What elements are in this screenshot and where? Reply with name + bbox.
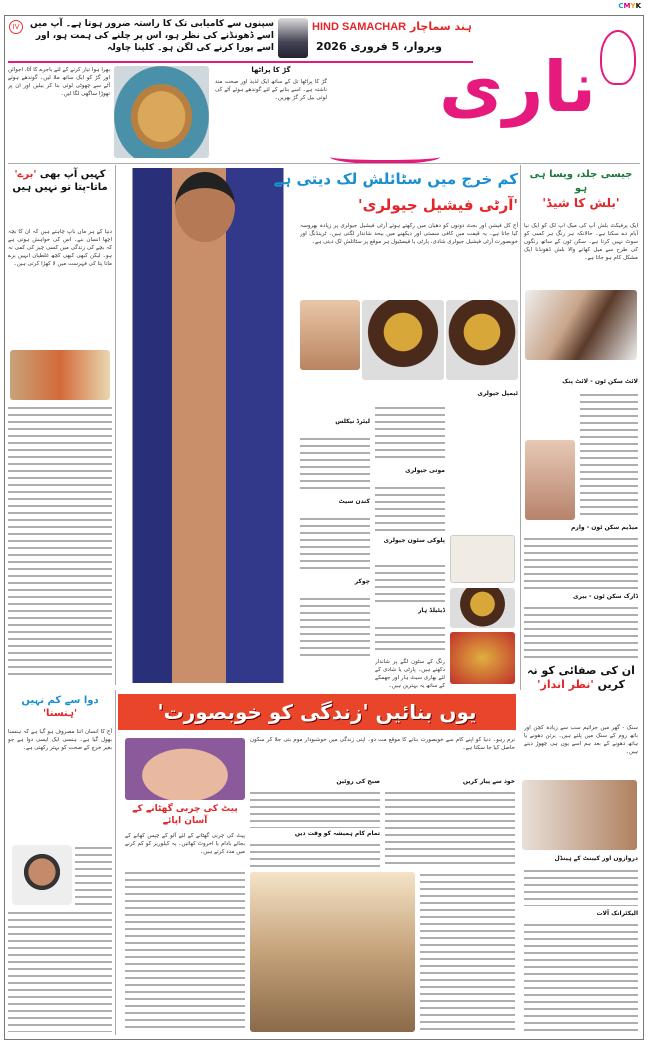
laughter-body-side	[75, 845, 112, 905]
jewelry-body-col1a	[300, 436, 370, 494]
page-number: IV	[9, 20, 23, 34]
headline-part1: کہیں آپ بھی	[39, 169, 106, 180]
laughter-headline-highlight: 'ہنسنا'	[42, 708, 78, 719]
jewelry-body-col2a	[375, 405, 445, 463]
laughing-woman-image	[12, 845, 72, 905]
subhead-choker: چوکر	[354, 578, 370, 585]
column-divider	[115, 165, 116, 685]
jewelry-headline-2: 'آرٹی فیشیل جیولری'	[358, 196, 518, 214]
life-intro: نرم رہو۔ دنیا کو اپنے کام سے خوبصورت بنانے کا موقع مت دو۔ اپنی زندگی میں خوشبودار موم بتی جلا کر سکون حاصل کیا جا سکتا ہے۔	[250, 737, 515, 751]
subhead-temple: ٹیمپل جیولری	[477, 390, 518, 397]
life-body-3	[385, 790, 515, 868]
cleaning-headline-highlight: 'نظر انداز'	[537, 678, 594, 691]
jewelry-intro: آج کل فیشن اور بجٹ دونوں کو دھیان میں رکھتے ہوئے آرٹی فیشیل جیولری پر زیادہ بھروسہ کیا جاتا ہے۔ یہ قیمت میں کافی سستی اور دیکھنے میں بیحد شاندار لگتی ہیں۔ ٹرینڈنگ اور خوبصورت آرٹی فیشیل جیولری شادی، پارٹی یا فیسٹیول ہر موقع پر سٹائلش لک دیتی ہے۔	[300, 223, 518, 245]
jewelry-body-end: رنگ کے سٹون لگے پر شاندار دکھتے ہیں۔ پارٹی یا شادی کے لئے بھاری سیٹ ہار اور جھمکے کے ساتھ یہ بہترین ہیں۔	[375, 659, 445, 689]
subhead-layered: لیئرڈ نیکلس	[335, 418, 370, 425]
parenting-headline	[8, 168, 112, 194]
subhead-kundan: کندن سیٹ	[338, 498, 370, 505]
cleaning-headline-1: ان کی صفائی کو نہ	[527, 664, 635, 677]
saree-model-image	[118, 168, 298, 683]
model-head	[175, 172, 235, 242]
recipe-title: گڑ کا پراٹھا	[251, 66, 291, 74]
subhead-light-pink: لائٹ سکن ٹون - لائٹ پنک	[562, 378, 638, 385]
life-body-1	[250, 790, 380, 828]
blush-headline-1: جیسی جلد، ویسا ہی ہو	[529, 169, 633, 194]
family-image	[10, 350, 110, 400]
jewelry-body-col1c	[300, 596, 370, 660]
gold-necklace-image	[450, 632, 515, 684]
brand-urdu: ہند سماچار	[409, 20, 472, 33]
quote-author-photo	[278, 18, 308, 58]
jewelry-body-col2c	[375, 563, 445, 603]
logo-swoosh	[330, 150, 440, 164]
choker-image	[450, 588, 515, 628]
jewelry-body-col2b	[375, 485, 445, 533]
life-beautiful-banner: یوں بنائیں 'زندگی کو خوبصورت'	[118, 694, 516, 730]
blush-headline-2: 'بلش کا شیڈ'	[542, 196, 620, 210]
cmyk-c: C	[618, 2, 624, 10]
cleaning-headline	[522, 664, 640, 692]
section-logo: ناری	[438, 46, 596, 128]
issue-date: ویروار، 5 فروری 2026	[316, 40, 443, 53]
belly-fat-body-continued	[125, 870, 245, 1033]
belly-fat-body: پیٹ کی چربی گھٹانے کے لئے آلو کے چپس کھانے کے بجائے بادام یا اخروٹ کھائیں۔ یہ کیلوریز کو کم کرنے میں مدد کرتے ہیں۔	[125, 833, 245, 855]
subhead-detailed: ڈیٹیلڈ ہار	[417, 607, 445, 614]
belly-fat-image	[125, 738, 245, 800]
kundan-set-image	[362, 300, 444, 380]
subhead-handles: دروازوں اور کیبنٹ کے ہینڈل	[554, 855, 638, 862]
cleaning-body-3	[524, 922, 638, 1032]
necklace-set-image	[446, 300, 518, 380]
brand-latin: HIND SAMACHAR	[312, 21, 407, 33]
lipstick-image	[525, 440, 575, 520]
subhead-self-love: خود سے پیار کریں	[462, 778, 515, 785]
subhead-electronics: الیکٹرانک آلات	[596, 910, 638, 917]
headline-part2: ماتا-پتا تو نہیں ہیں	[12, 182, 108, 193]
subhead-time: تمام کام ہمیشہ کو وقت دیں	[294, 830, 380, 837]
belly-fat-caption: پیٹ کی چربی گھٹانے کے آسان اپائے	[132, 804, 238, 826]
door-handle-image	[522, 780, 637, 850]
laughter-headline-1: دوا سے کم نہیں	[21, 695, 99, 706]
earring-image	[300, 300, 360, 370]
cleaning-body-2	[524, 868, 638, 906]
parenting-body-continued	[8, 405, 112, 680]
blush-headline	[522, 168, 640, 212]
cleaning-body: سنک - گھر میں جراثیم سب سے زیادہ کچن اور باتھ روم کے سنک میں پلتے ہیں۔ برتن دھونے یا ہاتھ دھونے کے بعد ہم اسے یوں ہی چھوڑ دیتے ہیں۔	[524, 725, 638, 755]
headline-highlight: 'برے'	[14, 169, 37, 180]
recipe-text-right: گڑ کا پراٹھا تل کے ساتھ ایک لذیذ اور صحت مند ناشتہ ہے۔ اسے بنانے کے لئے گوندھے ہوئے آٹے کی لوئی بیل کر گڑ بھریں۔	[215, 79, 327, 101]
subhead-morning: صبح کی روٹین	[336, 778, 380, 785]
subhead-dark: ڈارک سکن ٹون - بیری	[572, 593, 638, 600]
jewelry-headline-1: کم خرج میں سٹائلش لک دیتی ہے	[273, 170, 518, 188]
jewelry-body-col1b	[300, 516, 370, 574]
cmyk-m: M	[623, 2, 631, 10]
blush-body-3	[524, 536, 638, 590]
column-divider	[520, 165, 521, 690]
subhead-stone: پلوکی سٹون جیولری	[383, 537, 445, 544]
laughter-headline	[8, 694, 112, 720]
cmyk-y: Y	[630, 2, 636, 10]
cmyk-mark	[618, 2, 641, 10]
blush-body-4	[524, 605, 638, 660]
life-body-4	[420, 872, 515, 1032]
recipe-text-left: بھرا ہوا تیار کرنے کے لئے باجرے کا آٹا، اجوائن اور گڑ کو ایک ساتھ ملا لیں۔ گوندھے ہوئے آٹے سے چھوٹی لوئی بنا کر بیلیں اور ان پر تھوڑا ساگھی لگا لیں۔	[8, 67, 110, 97]
life-body-2	[250, 842, 380, 868]
masthead-quote: سپنوں سے کامیابی تک کا راستہ ضرور ہوتا ہے۔ آپ میں اسے ڈھونڈنے کی نظر ہو، اس پر چلنے کی ہمت ہو، اور اسے پورا کرنے کی لگن ہو۔ کلپنا چاولہ	[29, 19, 274, 53]
strip-divider	[8, 163, 640, 164]
parenting-body: دنیا کے ہر ماں باپ چاہتے ہیں کہ ان کا بچہ اچھا انسان بنے۔ اس کی خواہش ہوتی ہے کہ بچے کی زندگی میں کسی چیز کی کمی نہ ہو۔ لیکن کبھی کبھی کچھ غلطیاں انہیں برے ماتا پتا کی فہرست میں لا کھڑا کرتی ہیں۔	[8, 229, 112, 267]
woman-face-logo-icon	[600, 30, 636, 85]
cleaning-headline-2: کریں	[597, 678, 625, 691]
subhead-pearl: موتی جیولری	[405, 467, 445, 474]
jewelry-body-col2d	[375, 625, 445, 655]
subhead-medium: میڈیم سکن ٹون - وارم	[571, 524, 638, 531]
laughter-body: آج کا انسان اتنا مصروف ہو گیا ہے کہ ہنسنا بھول گیا ہے۔ ہنسی ایک ایسی دوا ہے جو بغیر خرچ کے صحت کو بہتر رکھتی ہے۔	[8, 729, 112, 751]
blush-body-2	[580, 392, 638, 520]
paratha-image	[114, 66, 209, 158]
pearl-jewelry-image	[450, 535, 515, 583]
cmyk-k: K	[635, 2, 641, 10]
column-divider	[115, 690, 116, 1035]
laughter-body-continued	[8, 910, 112, 1032]
makeup-brush-image	[525, 290, 637, 360]
blush-body: ایک پرفیکٹ بلش آپ کی میک اپ لک کو ایک نیا آیام دے سکتا ہے۔ حالانکہ ہر رنگ ہر کسی کو سوٹ نہیں کرتا ہے۔ سکن ٹون کے ساتھ رنگوں کی طرح سے میل کھانے والا بلش ڈھونڈنا ایک مشکل کام ہو جاتا ہے۔	[524, 223, 638, 261]
spa-candles-image	[250, 872, 415, 1032]
masthead-rule	[8, 61, 473, 63]
